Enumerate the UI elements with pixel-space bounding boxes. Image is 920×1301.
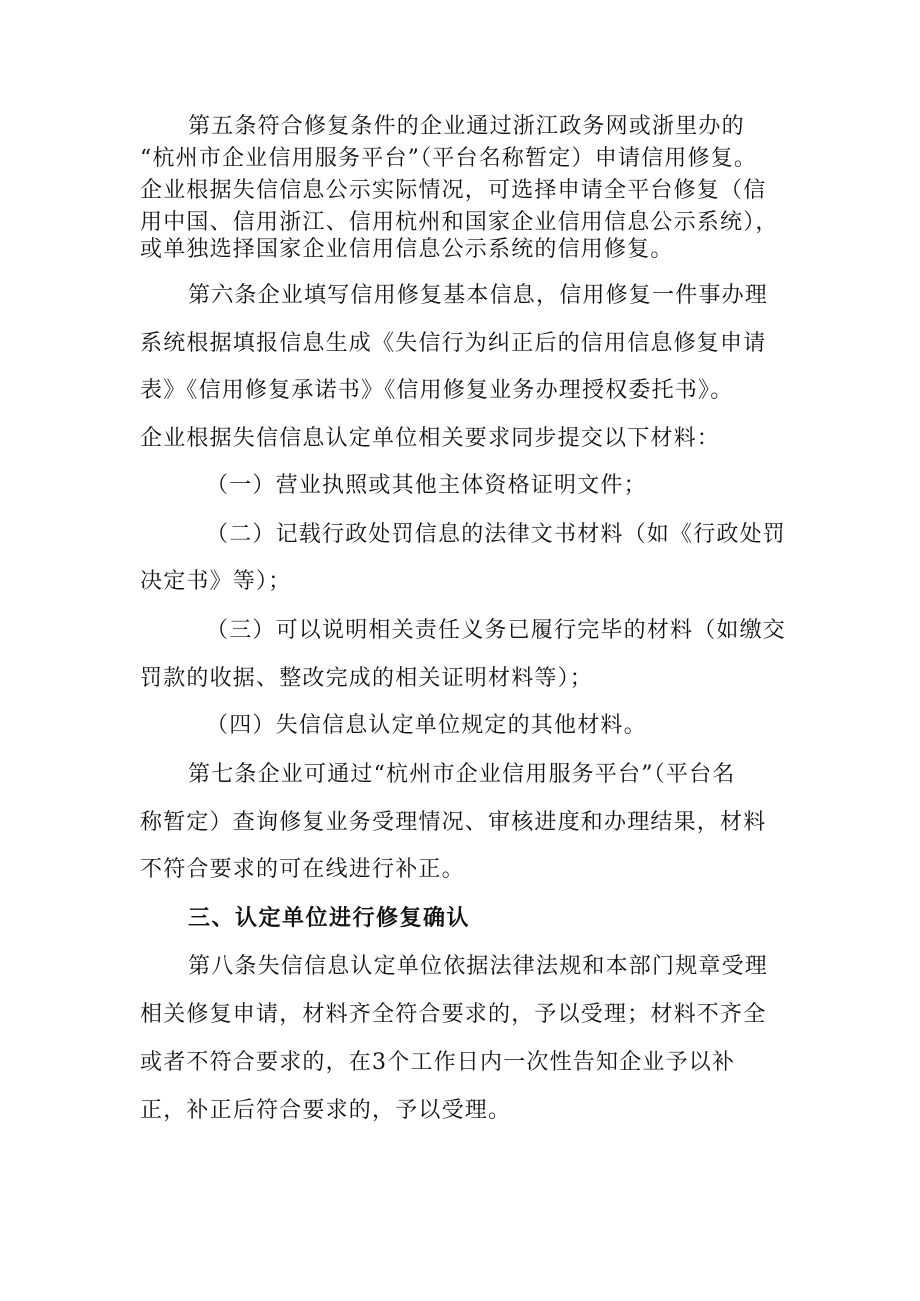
article8-line1: 第八条失信信息认定单位依据法律法规和本部门规章受理 [188, 954, 769, 979]
article7-line3: 不符合要求的可在线进行补正。 [140, 857, 465, 882]
article5-line3: 企业根据失信信息公示实际情况，可选择申请全平台修复（信 [140, 178, 767, 203]
article8-line4: 正，补正后符合要求的，予以受理。 [140, 1098, 512, 1123]
article6-item3-line2: 罚款的收据、整改完成的相关证明材料等）； [140, 666, 594, 691]
article6-item2-line1: （二）记载行政处罚信息的法律文书材料（如《行政处罚 [206, 522, 787, 547]
article5-line1: 第五条符合修复条件的企业通过浙江政务网或浙里办的 [188, 114, 745, 139]
article7-line1: 第七条企业可通过“杭州市企业信用服务平台”（平台名 [188, 762, 736, 787]
article6-line4: 企业根据失信信息认定单位相关要求同步提交以下材料： [140, 426, 721, 451]
article5-line5: 或单独选择国家企业信用信息公示系统的信用修复。 [140, 237, 674, 262]
article6-line3: 表》《信用修复承诺书》《信用修复业务办理授权委托书》。 [140, 378, 734, 403]
article6-item4: （四）失信信息认定单位规定的其他材料。 [206, 713, 647, 738]
article6-item1: （一）营业执照或其他主体资格证明文件； [206, 473, 647, 498]
article7-line2: 称暂定）查询修复业务受理情况、审核进度和办理结果，材料 [140, 810, 767, 835]
article6-item2-line2: 决定书》等）； [140, 569, 292, 594]
article8-line2: 相关修复申请，材料齐全符合要求的，予以受理；材料不齐全 [140, 1002, 767, 1027]
article8-line3: 或者不符合要求的，在3个工作日内一次性告知企业予以补 [140, 1050, 736, 1075]
article6-line2: 系统根据填报信息生成《失信行为纠正后的信用信息修复申请 [140, 331, 767, 356]
section-heading: 三、认定单位进行修复确认 [188, 906, 471, 931]
article6-line1: 第六条企业填写信用修复基本信息，信用修复一件事办理 [188, 283, 769, 308]
article5-line2: “杭州市企业信用服务平台”（平台名称暂定）申请信用修复。 [140, 146, 758, 171]
article6-item3-line1: （三）可以说明相关责任义务已履行完毕的材料（如缴交 [206, 618, 787, 643]
article5-line4: 用中国、信用浙江、信用杭州和国家企业信用信息公示系统）， [140, 210, 779, 235]
